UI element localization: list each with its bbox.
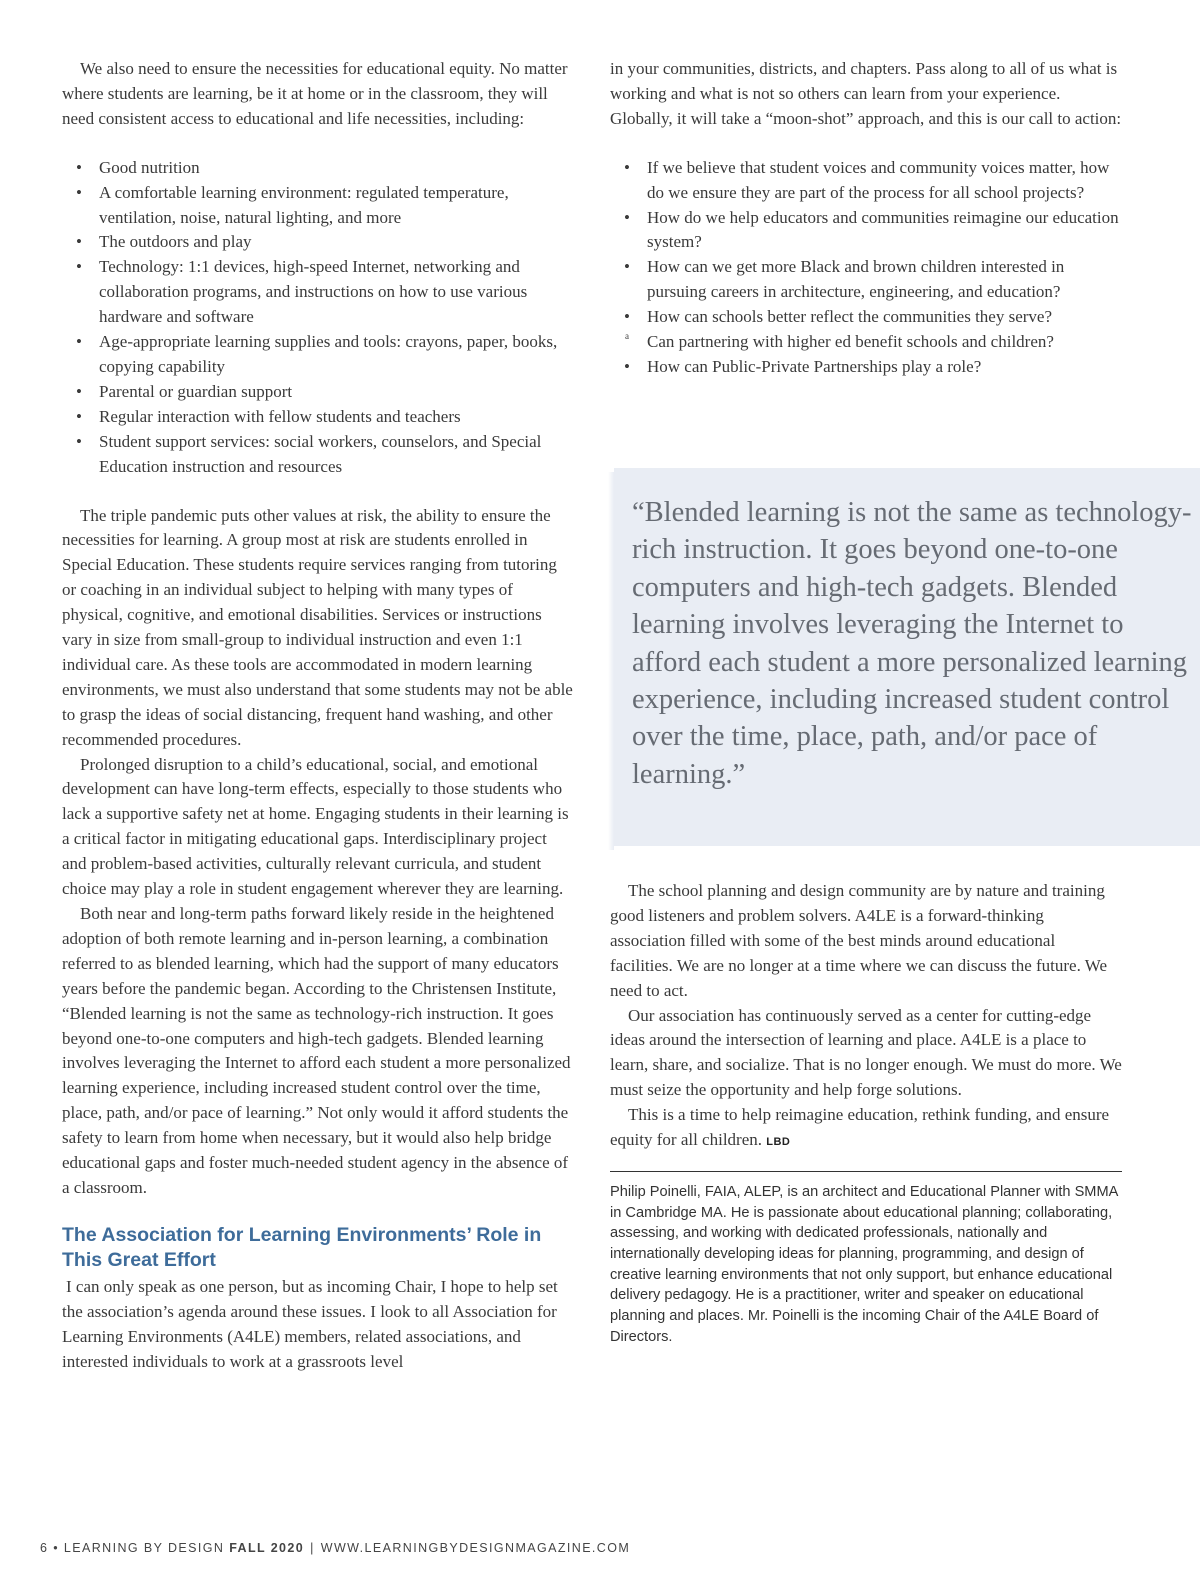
section-heading: The Association for Learning Environments’ Role in This Great Effort [62, 1223, 542, 1271]
bullet-icon: • [76, 157, 82, 177]
list-item: • Good nutrition [62, 156, 574, 181]
necessities-list [62, 156, 574, 480]
bullet-icon: • [624, 356, 630, 376]
body-paragraph: Prolonged disruption to a child’s educational, social, and emotional development can have long-term effects, especially to those students who lack a supportive safety net at home. Engaging students in their learning is a critical factor in mitigating educational gaps. Interdisciplinary project and problem-based activities, culturally relevant curricula, and student choice may play a role in student engagement wherever they are learning. [62, 754, 569, 899]
bullet-icon: • [76, 182, 82, 202]
list-item: • The outdoors and play [62, 230, 574, 255]
pull-quote-box [614, 468, 1200, 846]
bullet-icon: a [625, 331, 629, 342]
questions-list [610, 156, 1122, 380]
issue-label: FALL 2020 [229, 1541, 305, 1555]
list-item: a Can partnering with higher ed benefit schools and children? [610, 330, 1122, 355]
bullet-icon: • [76, 232, 82, 252]
body-paragraph: Both near and long-term paths forward likely reside in the heightened adoption of both remote learning and in-person learning, a combination referred to as blended learning, which had the support of many educators years before the pandemic began. According to the Christensen Institute, “Blended learning is not the same as technology-rich instruction. It goes beyond one-to-one computers and high-tech gadgets. Blended learning involves leveraging the Internet to afford each student a more personalized learning experience, including increased student control over the time, place, path, and/or pace of learning.” Not only would it afford students the safety to learn from home when necessary, but it would also help bridge educational gaps and foster much-needed student agency in the absence of a classroom. [62, 904, 571, 1197]
pull-quote: “Blended learning is not the same as technology-rich instruction. It goes beyond one-to-one computers and high-tech gadgets. Blended learning involves leveraging the Internet to afford each student a more personalized learning experience, including increased student control over the time, place, path, and/or pace of learning.” [632, 497, 1192, 790]
divider [610, 1171, 1122, 1172]
signoff-mark: LBD [766, 1136, 791, 1149]
spacer [610, 132, 1122, 156]
author-bio: Philip Poinelli, FAIA, ALEP, is an architect and Educational Planner with SMMA in Cambridge MA. He is passionate about educational planning; collaborating, assessing, and working with dedicated professionals, nationally and internationally developing ideas for planning, programming, and design of creative learning environments that not only support, but enhance educational delivery pedagogy. He is a practitioner, writer and speaker on educational planning and places. Mr. Poinelli is the incoming Chair of the A4LE Board of Directors. [610, 1183, 1118, 1345]
intro-paragraph: We also need to ensure the necessities for educational equity. No matter where students are learning, be it at home or in the classroom, they will need consistent access to educational and life necessities, including: [62, 59, 568, 128]
bullet-icon: • [624, 257, 630, 277]
bullet-icon: • [624, 157, 630, 177]
bullet-icon: • [76, 332, 82, 352]
right-column [610, 57, 1122, 380]
bullet-icon: • [76, 431, 82, 451]
bullet-icon: • [76, 257, 82, 277]
page-number: 6 [40, 1541, 49, 1555]
bullet-icon: • [624, 307, 630, 327]
magazine-name: LEARNING BY DESIGN [63, 1541, 225, 1555]
list-item: • Technology: 1:1 devices, high-speed Internet, networking and collaboration programs, and instructions on how to use various hardware and software [76, 257, 528, 327]
spacer [62, 480, 574, 504]
footer-separator: | [310, 1541, 315, 1555]
bullet-icon: • [624, 207, 630, 227]
closing-paragraph: This is a time to help reimagine education, rethink funding, and ensure equity for all children. LBD [610, 1105, 1110, 1150]
list-item: • If we believe that student voices and community voices matter, how do we ensure they are part of the process for all school projects? [624, 157, 1110, 202]
list-item: • A comfortable learning environment: regulated temperature, ventilation, noise, natural lighting, and more [76, 182, 509, 227]
body-paragraph: The school planning and design community are by nature and training good listeners and problem solvers. A4LE is a forward-thinking association filled with some of the best minds around educational facilities. We are no longer at a time where we can discuss the future. We need to act. [610, 881, 1108, 1000]
list-item: • Parental or guardian support [62, 380, 574, 405]
list-item: • Regular interaction with fellow students and teachers [62, 405, 574, 430]
list-item: • Student support services: social workers, counselors, and Special Education instruction and resources [76, 431, 542, 476]
continuation-paragraph: in your communities, districts, and chapters. Pass along to all of us what is working and what is not so others can learn from your experience. Globally, it will take a “moon-shot” approach, and this is our call to action: [610, 59, 1122, 128]
list-item: • How do we help educators and communities reimagine our education system? [624, 207, 1119, 252]
body-paragraph: Our association has continuously served as a center for cutting-edge ideas around the intersection of learning and place. A4LE is a place to learn, share, and socialize. That is no longer enough. We must do more. We must seize the opportunity and help forge solutions. [610, 1005, 1122, 1100]
bullet-icon: • [76, 406, 82, 426]
list-item: • How can schools better reflect the communities they serve? [610, 305, 1122, 330]
list-item: • Age-appropriate learning supplies and tools: crayons, paper, books, copying capability [76, 332, 558, 376]
list-item: • How can we get more Black and brown children interested in pursuing careers in architecture, engineering, and education? [624, 257, 1065, 302]
list-item: • How can Public-Private Partnerships play a role? [610, 355, 1122, 380]
section-paragraph: I can only speak as one person, but as incoming Chair, I hope to help set the association’s agenda around these issues. I look to all Association for Learning Environments (A4LE) members, related associations, and interested individuals to work at a grassroots level [62, 1276, 558, 1371]
right-column-lower [610, 879, 1122, 1348]
body-paragraph: The triple pandemic puts other values at risk, the ability to ensure the necessities for learning. A group most at risk are students enrolled in Special Education. These students require services ranging from tutoring or coaching in an individual subject to helping with many types of physical, cognitive, and emotional disabilities. Services or instructions vary in size from small-group to individual instruction and even 1:1 individual care. As these tools are accommodated in modern learning environments, we must also understand that some students may not be able to grasp the ideas of social distancing, frequent hand washing, and other recommended procedures. [62, 505, 573, 749]
page-footer [40, 1541, 630, 1555]
left-column [62, 57, 574, 1375]
spacer [62, 132, 574, 156]
footer-bullet: • [53, 1541, 60, 1555]
bullet-icon: • [76, 381, 82, 401]
website-link[interactable]: WWW.LEARNINGBYDESIGNMAGAZINE.COM [320, 1541, 631, 1555]
